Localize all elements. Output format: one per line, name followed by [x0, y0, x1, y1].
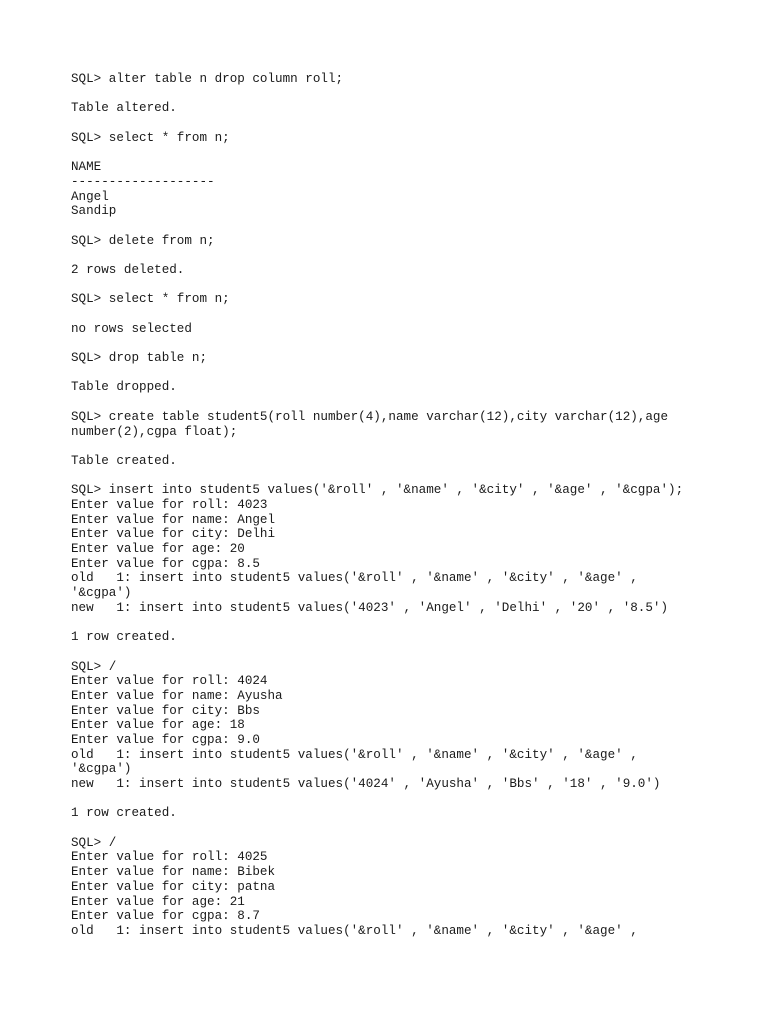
prompt-input-line: Enter value for age: 20 [71, 542, 245, 556]
blank-line [71, 469, 751, 484]
blank-line [71, 395, 751, 410]
prompt-input-line: Enter value for age: 21 [71, 894, 245, 909]
prompt-input-line: Enter value for city: patna [71, 879, 276, 894]
blank-line [71, 307, 751, 322]
blank-line [71, 336, 751, 351]
blank-line [71, 366, 751, 381]
prompt-input-line: Enter value for cgpa: 8.7 [71, 909, 260, 924]
output-line: no rows selected [71, 321, 192, 336]
prompt-input-line: Enter value for cgpa: 8.5 [71, 556, 260, 571]
output-line: '&cgpa') [71, 762, 132, 777]
prompt-input-line: Enter value for roll: 4024 [71, 674, 268, 689]
output-line: ------------------- [71, 174, 215, 189]
prompt-input-line: Enter value for roll: 4023 [71, 497, 268, 512]
blank-line [71, 821, 751, 836]
sql-console-transcript [71, 72, 751, 939]
substitution-line: old 1: insert into student5 values('&roll' , '&name' , '&city' , '&age' , [71, 747, 638, 762]
output-line: Table dropped. [71, 380, 177, 395]
blank-line [71, 278, 751, 293]
output-line: Table altered. [71, 101, 177, 116]
prompt-input-line: Enter value for cgpa: 9.0 [71, 732, 260, 747]
sql-command-line: SQL> / [71, 659, 117, 674]
sql-command-line: SQL> delete from n; [71, 233, 215, 248]
blank-line [71, 116, 751, 131]
prompt-input-line: Enter value for name: Angel [71, 512, 276, 527]
output-line: 1 row created. [71, 630, 177, 645]
substitution-line: old 1: insert into student5 values('&roll' , '&name' , '&city' , '&age' , [71, 571, 638, 586]
sql-command-line: SQL> drop table n; [71, 351, 208, 366]
output-line: Table created. [71, 453, 177, 468]
sql-command-line: SQL> insert into student5 values('&roll' , '&name' , '&city' , '&age' , '&cgpa'); [71, 483, 684, 498]
blank-line [71, 219, 751, 234]
blank-line [71, 792, 751, 807]
sql-command-line: SQL> create table student5(roll number(4),name varchar(12),city varchar(12),age [71, 409, 669, 424]
output-line: number(2),cgpa float); [71, 424, 238, 439]
output-line: '&cgpa') [71, 586, 132, 601]
output-line: 2 rows deleted. [71, 262, 185, 277]
sql-command-line: SQL> select * from n; [71, 292, 230, 307]
output-line: NAME [71, 160, 102, 175]
prompt-input-line: Enter value for city: Bbs [71, 703, 260, 718]
blank-line [71, 87, 751, 102]
substitution-line: old 1: insert into student5 values('&roll' , '&name' , '&city' , '&age' , [71, 923, 638, 938]
sql-command-line: SQL> / [71, 835, 117, 850]
sql-command-line: SQL> select * from n; [71, 130, 230, 145]
blank-line [71, 439, 751, 454]
blank-line [71, 248, 751, 263]
blank-line [71, 145, 751, 160]
prompt-input-line: Enter value for name: Ayusha [71, 688, 283, 703]
substitution-line: new 1: insert into student5 values('4023' , 'Angel' , 'Delhi' , '20' , '8.5') [71, 600, 669, 615]
prompt-input-line: Enter value for city: Delhi [71, 527, 276, 542]
prompt-input-line: Enter value for name: Bibek [71, 865, 276, 880]
blank-line [71, 645, 751, 660]
output-line: Sandip [71, 204, 117, 219]
output-line: Angel [71, 189, 109, 204]
blank-line [71, 615, 751, 630]
output-line: 1 row created. [71, 806, 177, 821]
sql-command-line: SQL> alter table n drop column roll; [71, 72, 344, 86]
substitution-line: new 1: insert into student5 values('4024' , 'Ayusha' , 'Bbs' , '18' , '9.0') [71, 777, 661, 791]
prompt-input-line: Enter value for roll: 4025 [71, 850, 268, 865]
prompt-input-line: Enter value for age: 18 [71, 718, 245, 733]
